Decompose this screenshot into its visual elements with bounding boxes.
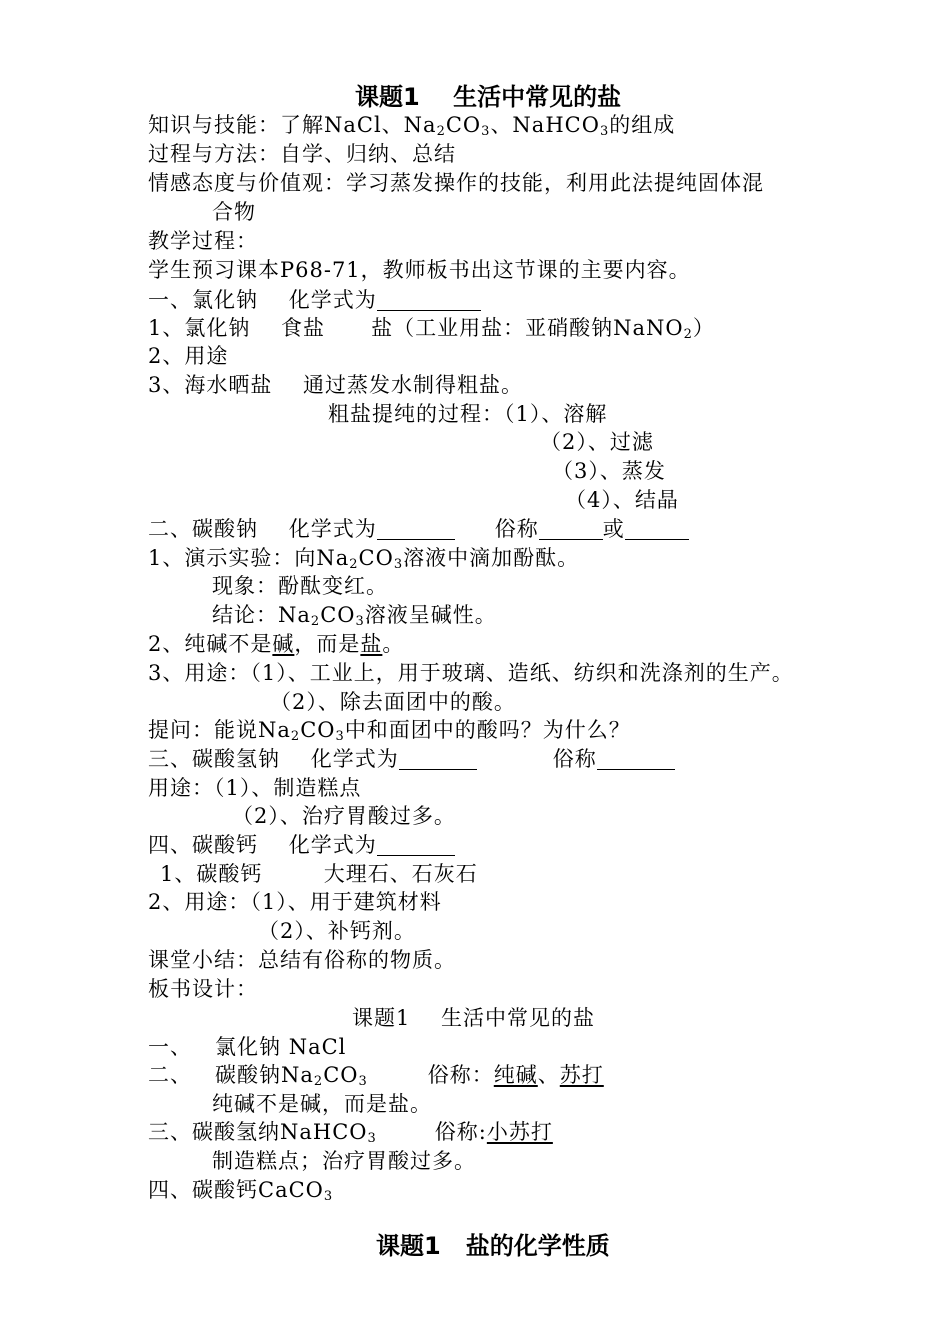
board-title: 课题1 生活中常见的盐 [352,1006,596,1030]
nahco3-use1: 用途：（1）、制造糕点 [148,776,362,800]
fill-blank [625,517,689,540]
na2co3-demo: 1、演示实验：向$Na_2CO_3$溶液中滴加酚酞。 [148,546,580,572]
purify-step2: （2）、过滤 [540,430,654,454]
fill-blank [539,517,603,540]
teaching-intro: 学生预习课本P68-71，教师板书出这节课的主要内容。 [148,258,691,282]
na2co3-use2: （2）、除去面团中的酸。 [270,690,516,714]
fill-blank [597,747,675,770]
fill-blank [399,747,477,770]
nahco3-heading: 三、碳酸氢钠 化学式为 俗称 [148,745,675,773]
na2co3-note: 2、纯碱不是碱，而是盐。 [148,632,405,656]
board-row3-note: 制造糕点；治疗胃酸过多。 [212,1149,476,1173]
caco3-use1: 2、用途：（1）、用于建筑材料 [148,890,442,914]
board-row1: 一、 氯化钠 NaCl [148,1035,347,1059]
nacl-item1: 1、氯化钠 食盐 盐（工业用盐：亚硝酸钠NaNO$_2$） [148,316,715,342]
objective-knowledge: 知识与技能：了解NaCl、$Na_2CO_3$、NaHCO$_3$的组成 [148,113,676,139]
na2co3-use1: 3、用途：（1）、工业上，用于玻璃、造纸、纺织和洗涤剂的生产。 [148,661,794,685]
fill-blank [377,833,455,856]
na2co3-conclusion: 结论：$Na_2CO_3$溶液呈碱性。 [212,603,497,629]
purify-step4: （4）、结晶 [565,488,679,512]
board-row3: 三、碳酸氢纳NaHCO$_3$ 俗称:小苏打 [148,1120,553,1146]
na2co3-question: 提问：能说$Na_2CO_3$中和面团中的酸吗？为什么？ [148,718,631,744]
nacl-heading: 一、氯化钠 化学式为 [148,286,481,314]
nacl-item2: 2、用途 [148,344,229,368]
caco3-item1: 1、碳酸钙 大理石、石灰石 [160,862,478,886]
na2co3-phenomenon: 现象：酚酞变红。 [212,574,388,598]
caco3-heading: 四、碳酸钙 化学式为 [148,831,455,859]
na2co3-heading: 二、碳酸钠 化学式为 俗称 或 [148,515,689,543]
nacl-item3: 3、海水晒盐 通过蒸发水制得粗盐。 [148,373,524,397]
board-row2: 二、 碳酸钠$Na_2CO_3$ 俗称：纯碱、苏打 [148,1063,604,1089]
caco3-use2: （2）、补钙剂。 [258,919,416,943]
next-section-title: 课题1 盐的化学性质 [376,1232,610,1260]
board-label: 板书设计： [148,977,258,1001]
purify-step3: （3）、蒸发 [552,459,666,483]
teaching-label: 教学过程： [148,229,258,253]
objective-process: 过程与方法：自学、归纳、总结 [148,142,456,166]
nahco3-use2: （2）、治疗胃酸过多。 [232,804,456,828]
objective-attitude: 情感态度与价值观：学习蒸发操作的技能，利用此法提纯固体混 [148,171,764,195]
board-row2-note: 纯碱不是碱，而是盐。 [212,1092,432,1116]
fill-blank [377,517,455,540]
purify-step1: 粗盐提纯的过程：（1）、溶解 [328,402,608,426]
board-row4: 四、碳酸钙CaCO$_3$ [148,1178,334,1204]
class-summary: 课堂小结：总结有俗称的物质。 [148,948,456,972]
objective-attitude-cont: 合物 [212,200,256,224]
fill-blank [377,288,481,311]
page-title: 课题1 生活中常见的盐 [355,83,622,111]
